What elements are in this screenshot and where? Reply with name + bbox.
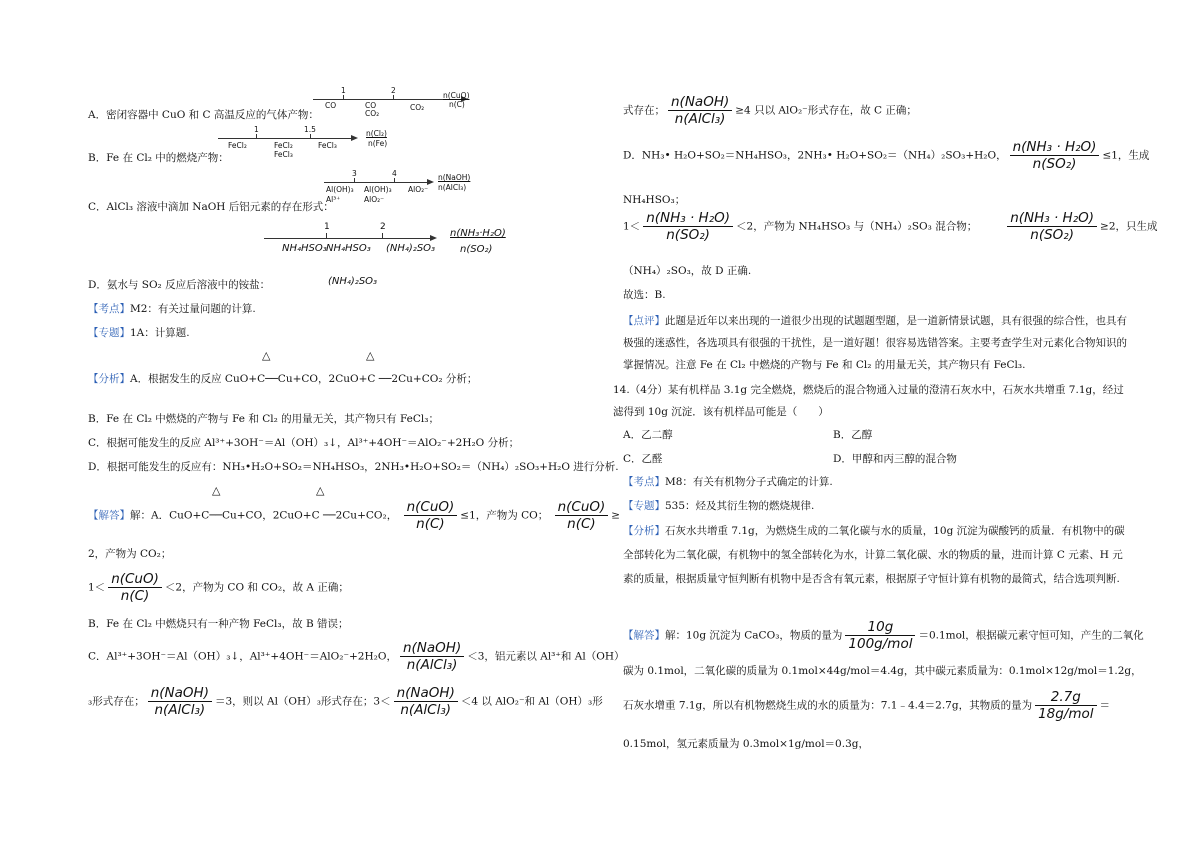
jieda-line-5: C．Al³⁺+3OH⁻＝Al（OH）₃↓，Al³⁺+4OH⁻＝AlO₂⁻+2H₂O， $\frac{\text{n(NaOH)}}{\text{n(AlCl₃)}}$ ＜3，铝元素以 Al³⁺和 Al（OH） (88, 640, 625, 673)
number-line-b: 1 1.5 FeCl₂ FeCl₂ FeCl₃ FeCl₃ n(Cl₂) n(Fe) (218, 129, 398, 159)
kaodian: 【考点】M2：有关过量问题的计算. (88, 303, 256, 315)
fraction: $\frac{\text{n(CuO)}}{n(C)}$ (108, 572, 162, 603)
fenxi-14: 【分析】石灰水共增重 7.1g，为燃烧生成的二氧化碳与水的质量，10g 沉淀为碳酸钙的质量．有机物中的碳全部转化为二氧化碳，有机物中的氢全部转化为水，计算二氧化碳、水的物质的量，进而计算 C 元素、H 元素的质量，根据质量守恒判断有机物中是否含有氧元素，根据原子守恒计算有机物的最简式，结合选项判断. (623, 525, 1125, 585)
r-line-3: NH₄HSO₃； (623, 194, 686, 206)
fraction: $\frac{\text{n(NH₃ · H₂O)}}{\text{n(SO₂)}}$ (643, 211, 733, 242)
q14-option-d: D．甲醇和丙三醇的混合物 (833, 453, 957, 465)
q14-option-b: B．乙醇 (833, 429, 873, 441)
fraction: $\frac{\text{n(CuO)}}{n(C)}$ (404, 500, 458, 531)
jieda-line-4: B．Fe 在 Cl₂ 中燃烧只有一种产物 FeCl₃，故 B 错误； (88, 618, 349, 630)
jieda-14-line-2: 碳为 0.1mol，二氧化碳的质量为 0.1mol×44g/mol＝4.4g，其中碳元素质量为：0.1mol×12g/mol＝1.2g， (623, 665, 1142, 677)
r-line-6: 故选：B. (623, 289, 666, 301)
fraction: $\frac{\text{n(NaOH)}}{\text{n(AlCl₃)}}$ (394, 686, 458, 717)
r-line-1: 式存在； $\frac{\text{n(NaOH)}}{\text{n(AlCl₃)}}$ ≥4 只以 AlO₂⁻形式存在，故 C 正确； (623, 94, 917, 127)
jieda-14-line-4: 0.15mol，氢元素质量为 0.3mol×1g/mol＝0.3g， (623, 738, 869, 750)
fraction: $\frac{\text{n(NH₃ · H₂O)}}{\text{n(SO₂)}}$ (1010, 140, 1100, 171)
fenxi-d: D．根据可能发生的反应有：NH₃•H₂O+SO₂＝NH₄HSO₃，2NH₃•H₂O+SO₂＝（NH₄）₂SO₃+H₂O 进行分析. (88, 461, 619, 473)
number-line-c: 3 4 Al(OH)₃ Al³⁺ Al(OH)₃ AlO₂⁻ AlO₂⁻ n(NaOH) n(AlCl₃) (326, 169, 471, 204)
number-line-d: 1 2 NH₄HSO₃ NH₄HSO₃ (NH₄)₂SO₃ (NH₄)₂SO₃ n(NH₃·H₂O) n(SO₂) (264, 222, 519, 292)
delta-mark: △ (212, 484, 221, 497)
fraction: $\frac{\text{n(CuO)}}{n(C)}$ (555, 500, 609, 531)
option-c: C．AlCl₃ 溶液中滴加 NaOH 后铝元素的存在形式： (88, 201, 334, 213)
zhuanti-14: 【专题】535：烃及其衍生物的燃烧规律. (623, 500, 815, 512)
fraction: $\frac{\text{n(NH₃ · H₂O)}}{\text{n(SO₂)}}$ (1007, 211, 1097, 242)
jieda-line-3: 1＜ $\frac{\text{n(CuO)}}{n(C)}$ ＜2，产物为 CO 和 CO₂，故 A 正确； (88, 571, 349, 604)
jieda-line-1: 【解答】解：A．CuO+C──Cu+CO，2CuO+C ──2Cu+CO₂， $\frac{\text{n(CuO)}}{n(C)}$ ≤1，产物为 CO； $\frac{\text{n(CuO)}}{n(C)}$ ≥ (88, 499, 621, 532)
jieda-line-6: ₃形式存在； $\frac{\text{n(NaOH)}}{\text{n(AlCl₃)}}$ ＝3，则以 Al（OH）₃形式存在；3＜ $\frac{\text{n(NaOH)}}{\text{n(AlCl₃)}}$ ＜4 以 AlO₂⁻和 Al（OH）₃形 (88, 685, 603, 718)
q14-option-a: A．乙二醇 (623, 429, 673, 441)
fraction: $\frac{2.7g}{\text{18g/mol}}$ (1035, 690, 1096, 721)
number-line-a: 1 2 CO CO CO₂ CO₂ n(CuO) n(C) (313, 90, 473, 110)
fraction: $\frac{\text{n(NaOH)}}{\text{n(AlCl₃)}}$ (148, 686, 212, 717)
q14-option-c: C．乙醛 (623, 453, 663, 465)
delta-mark: △ (366, 349, 375, 362)
r-line-5: （NH₄）₂SO₃，故 D 正确. (623, 265, 752, 277)
jieda-line-2: 2，产物为 CO₂； (88, 548, 172, 560)
option-a: A．密闭容器中 CuO 和 C 高温反应的气体产物： (88, 109, 319, 121)
delta-mark: △ (316, 484, 325, 497)
r-line-4: 1＜ $\frac{\text{n(NH₃ · H₂O)}}{\text{n(SO₂)}}$ ＜2，产物为 NH₄HSO₃ 与（NH₄）₂SO₃ 混合物； $\frac{\text{n(NH₃ · H₂O)}}{\text{n(SO₂)}}$ ≥2，只生成 (623, 210, 1158, 243)
option-b: B．Fe 在 Cl₂ 中的燃烧产物： (88, 152, 229, 164)
fenxi-b: B．Fe 在 Cl₂ 中燃烧的产物与 Fe 和 Cl₂ 的用量无关，其产物只有 FeCl₃； (88, 413, 439, 425)
zhuanti: 【专题】1A：计算题. (88, 327, 190, 339)
fenxi-c: C．根据可能发生的反应 Al³⁺+3OH⁻＝Al（OH）₃↓，Al³⁺+4OH⁻＝AlO₂⁻+2H₂O 分析； (88, 437, 520, 449)
fenxi: 【分析】A．根据发生的反应 CuO+C──Cu+CO，2CuO+C ──2Cu+CO₂ 分析； (88, 373, 478, 385)
option-d: D．氨水与 SO₂ 反应后溶液中的铵盐： (88, 279, 271, 291)
kaodian-14: 【考点】M8：有关有机物分子式确定的计算. (623, 476, 833, 488)
fraction: $\frac{\text{n(NaOH)}}{\text{n(AlCl₃)}}$ (668, 95, 732, 126)
fraction: $\frac{\text{n(NaOH)}}{\text{n(AlCl₃)}}$ (400, 641, 464, 672)
jieda-14-line-3: 石灰水增重 7.1g，所以有机物燃烧生成的水的质量为：7.1﹣4.4＝2.7g，其物质的量为 $\frac{2.7g}{\text{18g/mol}}$ ＝ (623, 689, 1111, 722)
question-14: 14.（4分）某有机样品 3.1g 完全燃烧，燃烧后的混合物通入过量的澄清石灰水中，石灰水共增重 7.1g，经过滤得到 10g 沉淀．该有机样品可能是（ ） (613, 384, 1124, 418)
dianping: 【点评】此题是近年以来出现的一道很少出现的试题题型题，是一道新情景试题，具有很强的综合性，也具有极强的迷惑性，各选项具有很强的干扰性，是一道好题！很容易选错答案。主要考查学生对元素化合物知识的掌握情况。注意 Fe 在 Cl₂ 中燃烧的产物与 Fe 和 Cl₂ 的用量无关，其产物只有 FeCl₃. (623, 315, 1127, 371)
fraction: $\frac{10g}{\text{100g/mol}}$ (845, 620, 915, 651)
r-line-2: D．NH₃• H₂O+SO₂＝NH₄HSO₃，2NH₃• H₂O+SO₂＝（NH₄）₂SO₃+H₂O， $\frac{\text{n(NH₃ · H₂O)}}{\text{n(SO₂)}}$ ≤1，生成 (623, 139, 1150, 172)
jieda-14-line-1: 【解答】解：10g 沉淀为 CaCO₃，物质的量为 $\frac{10g}{\text{100g/mol}}$ ＝0.1mol，根据碳元素守恒可知，产生的二氧化 (623, 619, 1144, 652)
delta-mark: △ (262, 349, 271, 362)
